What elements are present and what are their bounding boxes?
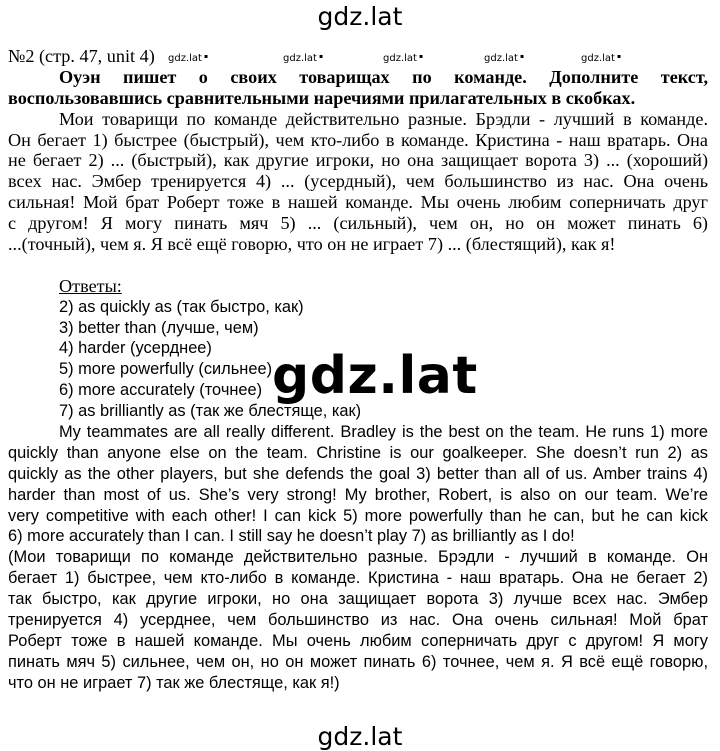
task-header: №2 (стр. 47, unit 4) (8, 46, 155, 66)
english-text-line: My teammates are all really different. Bradley is the best on the team. He runs 1) more (59, 423, 708, 442)
watermark-top: gdz.lat (317, 2, 403, 31)
english-text-line: quickly as the other players, but she defends the goal 3) better than all of us. Amber trains 4) (8, 464, 708, 483)
task-text-line: сильная! Мой брат Роберт тоже в нашей команде. Мы очень любим соперничать друг (8, 192, 708, 213)
answer-item: 4) harder (усерднее) (59, 339, 212, 358)
answer-item: 5) more powerfully (сильнее) (59, 360, 273, 379)
watermark-small-3: gdz.lat ▪ (383, 53, 423, 64)
answers-heading: Ответы: (59, 275, 122, 296)
answer-item: 3) better than (лучше, чем) (59, 318, 259, 337)
russian-text-line: что он не играет 7) так же блестяще, как я!) (8, 673, 340, 692)
instruction-line: воспользовавшись сравнительными наречиями прилагательных в скобках. (8, 87, 636, 108)
watermark-small-5: gdz.lat ▪ (581, 53, 621, 64)
instruction-line: Оуэн пишет о своих товарищах по команде. Дополните текст, (59, 66, 708, 87)
task-text-line: Мои товарищи по команде действительно разные. Брэдли - лучший в команде. (59, 108, 708, 129)
spacer (8, 255, 708, 276)
russian-text-line: тренируется 4) усерднее, чем большинство из нас. Она очень сильная! Мой брат (8, 611, 708, 630)
watermark-middle: gdz.lat (272, 346, 478, 406)
watermark-bottom: gdz.lat (317, 722, 403, 751)
answer-item: 6) more accurately (точнее) (59, 381, 263, 400)
watermark-small-4: gdz.lat ▪ (484, 53, 524, 64)
english-text-line: harder than most of us. She’s very strong! My brother, Robert, is also on our team. We’re (8, 485, 708, 504)
russian-text-line: пинать мяч 5) сильнее, чем он, но он может пинать 6) точнее, чем я. Я всё ещё говорю, (8, 652, 708, 671)
english-text-line: quickly than anyone else on the team. Christine is our goalkeeper. She doesn’t run 2) as (8, 443, 708, 462)
russian-text-line: (Мои товарищи по команде действительно разные. Брэдли - лучший в команде. Он (8, 548, 708, 567)
task-text-line: всех нас. Эмбер тренируется 4) ... (усердный), чем большинство из нас. Она очень (8, 171, 708, 192)
russian-text-line: бегает 1) быстрее, чем кто-либо в команде. Кристина - наш вратарь. Она не бегает 2) (8, 569, 708, 588)
task-text-line: с другом! Я могу пинать мяч 5) ... (сильный), чем он, но он может пинать 6) (8, 213, 708, 234)
task-text-line: Он бегает 1) быстрее (быстрый), чем кто-либо в команде. Кристина - наш вратарь. Она (8, 129, 708, 150)
task-text-line: не бегает 2) ... (быстрый), как другие игроки, но она защищает ворота 3) ... (хороший) (8, 150, 708, 171)
english-text-line: 6) more accurately than I can. I still say he doesn’t play 7) as brilliantly as I do! (8, 527, 575, 546)
answer-item: 2) as quickly as (так быстро, как) (59, 297, 304, 316)
task-text-line: ...(точный), чем я. Я всё ещё говорю, что он не играет 7) ... (блестящий), как я! (8, 234, 616, 255)
russian-text-line: Роберт тоже в нашей команде. Мы очень любим соперничать друг с другом! Я могу (8, 631, 708, 650)
english-text-line: very competitive with each other! I can kick 5) more powerfully than he can, but he can kick (8, 506, 708, 525)
answer-item: 7) as brilliantly as (так же блестяще, как) (59, 402, 362, 421)
russian-text-line: так быстро, как другие игроки, но она защищает ворота 3) лучше всех нас. Эмбер (8, 590, 708, 609)
watermark-small-1: gdz.lat ▪ (168, 53, 208, 64)
watermark-small-2: gdz.lat ▪ (283, 53, 323, 64)
